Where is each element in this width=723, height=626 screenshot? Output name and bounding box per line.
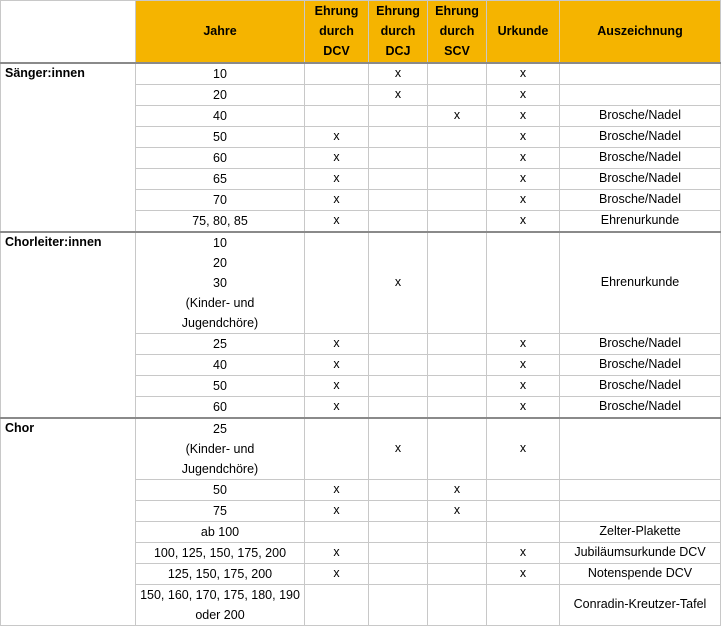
jahre-line: 40 xyxy=(213,108,227,123)
dcj-cell[interactable] xyxy=(369,563,428,584)
table-row xyxy=(1,354,721,375)
header-urkunde[interactable]: Urkunde xyxy=(487,1,560,63)
dcj-cell[interactable] xyxy=(369,375,428,396)
group-cell[interactable] xyxy=(1,542,136,563)
group-cell[interactable] xyxy=(1,333,136,354)
table-row xyxy=(1,396,721,418)
jahre-cell[interactable] xyxy=(136,521,305,542)
table-row xyxy=(1,126,721,147)
dcv-cell[interactable]: x xyxy=(305,333,369,354)
dcj-cell[interactable] xyxy=(369,147,428,168)
table-row xyxy=(1,232,721,334)
auszeichnung-cell[interactable]: Brosche/Nadel xyxy=(560,396,721,418)
table-row xyxy=(1,189,721,210)
dcv-cell[interactable]: x xyxy=(305,375,369,396)
table-row xyxy=(1,84,721,105)
header-empty-cell[interactable] xyxy=(1,1,136,63)
dcv-cell[interactable]: x xyxy=(305,500,369,521)
jahre-line: 100, 125, 150, 175, 200 xyxy=(153,545,287,560)
urkunde-cell[interactable] xyxy=(487,521,560,542)
group-cell[interactable] xyxy=(1,584,136,625)
header-scv-line1: Ehrung xyxy=(435,4,479,19)
table-row xyxy=(1,63,721,85)
dcv-cell[interactable]: x xyxy=(305,210,369,232)
group-cell[interactable] xyxy=(1,479,136,500)
jahre-line: 75 xyxy=(213,503,227,518)
dcv-cell[interactable]: x xyxy=(305,479,369,500)
dcv-cell[interactable] xyxy=(305,232,369,334)
urkunde-cell[interactable]: x xyxy=(487,375,560,396)
jahre-cell[interactable] xyxy=(136,375,305,396)
header-dcv-line3: DCV xyxy=(323,44,350,59)
group-cell[interactable] xyxy=(1,375,136,396)
jahre-cell[interactable] xyxy=(136,168,305,189)
dcj-cell[interactable] xyxy=(369,479,428,500)
dcj-cell[interactable] xyxy=(369,126,428,147)
urkunde-cell[interactable] xyxy=(487,500,560,521)
table-body xyxy=(1,63,721,626)
jahre-line: 10 xyxy=(213,235,227,250)
urkunde-cell[interactable]: x xyxy=(487,105,560,126)
jahre-line: oder 200 xyxy=(195,607,245,622)
jahre-line: 50 xyxy=(213,482,227,497)
urkunde-cell[interactable]: x xyxy=(487,210,560,232)
scv-cell[interactable] xyxy=(428,521,487,542)
scv-cell[interactable] xyxy=(428,168,487,189)
jahre-cell[interactable] xyxy=(136,354,305,375)
header-dcj-line1: Ehrung xyxy=(376,4,420,19)
dcj-cell[interactable] xyxy=(369,500,428,521)
dcv-cell[interactable] xyxy=(305,63,369,85)
dcv-cell[interactable] xyxy=(305,584,369,625)
table-row xyxy=(1,584,721,625)
jahre-line: (Kinder- und xyxy=(185,441,255,456)
dcj-cell[interactable]: x xyxy=(369,232,428,334)
urkunde-cell[interactable]: x xyxy=(487,542,560,563)
jahre-cell[interactable] xyxy=(136,84,305,105)
jahre-line: (Kinder- und xyxy=(185,295,255,310)
auszeichnung-cell[interactable]: Notenspende DCV xyxy=(560,563,721,584)
auszeichnung-cell[interactable]: Brosche/Nadel xyxy=(560,168,721,189)
auszeichnung-cell[interactable]: Brosche/Nadel xyxy=(560,354,721,375)
table-row xyxy=(1,210,721,232)
jahre-line: 25 xyxy=(213,336,227,351)
group-cell[interactable] xyxy=(1,521,136,542)
dcj-cell[interactable] xyxy=(369,354,428,375)
dcj-cell[interactable] xyxy=(369,542,428,563)
jahre-line: 60 xyxy=(213,399,227,414)
table-row xyxy=(1,105,721,126)
jahre-line: 10 xyxy=(213,66,227,81)
dcj-cell[interactable] xyxy=(369,333,428,354)
jahre-line: 25 xyxy=(213,421,227,436)
group-label[interactable]: Chor xyxy=(1,418,136,480)
table-row xyxy=(1,479,721,500)
dcj-cell[interactable] xyxy=(369,210,428,232)
scv-cell[interactable] xyxy=(428,354,487,375)
auszeichnung-cell[interactable]: Brosche/Nadel xyxy=(560,189,721,210)
dcj-cell[interactable]: x xyxy=(369,84,428,105)
auszeichnung-cell[interactable]: Brosche/Nadel xyxy=(560,333,721,354)
jahre-cell[interactable] xyxy=(136,563,305,584)
dcv-cell[interactable]: x xyxy=(305,147,369,168)
dcv-cell[interactable] xyxy=(305,521,369,542)
header-scv-line3: SCV xyxy=(444,44,470,59)
scv-cell[interactable] xyxy=(428,542,487,563)
dcj-cell[interactable] xyxy=(369,521,428,542)
scv-cell[interactable] xyxy=(428,333,487,354)
header-scv[interactable] xyxy=(428,1,487,63)
urkunde-cell[interactable] xyxy=(487,479,560,500)
urkunde-cell[interactable]: x xyxy=(487,189,560,210)
scv-cell[interactable] xyxy=(428,396,487,418)
auszeichnung-cell[interactable]: Brosche/Nadel xyxy=(560,375,721,396)
table-row xyxy=(1,147,721,168)
scv-cell[interactable] xyxy=(428,210,487,232)
table-row xyxy=(1,333,721,354)
scv-cell[interactable] xyxy=(428,232,487,334)
auszeichnung-cell[interactable] xyxy=(560,84,721,105)
dcj-cell[interactable]: x xyxy=(369,63,428,85)
group-cell[interactable] xyxy=(1,563,136,584)
header-dcj-line2: durch xyxy=(380,24,416,39)
jahre-line: 70 xyxy=(213,192,227,207)
jahre-line: 20 xyxy=(213,87,227,102)
auszeichnung-cell[interactable] xyxy=(560,479,721,500)
dcj-cell[interactable]: x xyxy=(369,418,428,480)
auszeichnung-cell[interactable]: Brosche/Nadel xyxy=(560,105,721,126)
urkunde-cell[interactable]: x xyxy=(487,333,560,354)
jahre-line: 75, 80, 85 xyxy=(192,213,248,228)
jahre-cell[interactable] xyxy=(136,396,305,418)
jahre-line: 150, 160, 170, 175, 180, 190 xyxy=(140,587,300,602)
group-cell[interactable] xyxy=(1,210,136,232)
dcj-cell[interactable] xyxy=(369,105,428,126)
table-row xyxy=(1,521,721,542)
header-row xyxy=(1,1,721,63)
auszeichnung-cell[interactable]: Ehrenurkunde xyxy=(560,232,721,334)
group-label[interactable]: Sänger:innen xyxy=(1,63,136,85)
jahre-line: 50 xyxy=(213,129,227,144)
table-row xyxy=(1,375,721,396)
scv-cell[interactable]: x xyxy=(428,105,487,126)
jahre-line: 40 xyxy=(213,357,227,372)
urkunde-cell[interactable]: x xyxy=(487,168,560,189)
group-cell[interactable] xyxy=(1,105,136,126)
dcv-cell[interactable]: x xyxy=(305,189,369,210)
auszeichnung-cell[interactable] xyxy=(560,418,721,480)
dcv-cell[interactable]: x xyxy=(305,563,369,584)
scv-cell[interactable] xyxy=(428,375,487,396)
auszeichnung-cell[interactable]: Conradin-Kreutzer-Tafel xyxy=(560,584,721,625)
scv-cell[interactable] xyxy=(428,189,487,210)
dcv-cell[interactable]: x xyxy=(305,354,369,375)
urkunde-cell[interactable]: x xyxy=(487,84,560,105)
scv-cell[interactable] xyxy=(428,63,487,85)
jahre-cell[interactable] xyxy=(136,542,305,563)
group-cell[interactable] xyxy=(1,396,136,418)
group-cell[interactable] xyxy=(1,84,136,105)
group-cell[interactable] xyxy=(1,189,136,210)
dcv-cell[interactable] xyxy=(305,418,369,480)
jahre-line: ab 100 xyxy=(200,524,240,539)
urkunde-cell[interactable]: x xyxy=(487,563,560,584)
header-dcv-line1: Ehrung xyxy=(314,4,359,19)
table-row xyxy=(1,418,721,480)
dcv-cell[interactable]: x xyxy=(305,542,369,563)
urkunde-cell[interactable]: x xyxy=(487,396,560,418)
jahre-cell[interactable] xyxy=(136,584,305,625)
dcj-cell[interactable] xyxy=(369,168,428,189)
group-cell[interactable] xyxy=(1,354,136,375)
scv-cell[interactable] xyxy=(428,147,487,168)
header-dcj-line3: DCJ xyxy=(385,44,411,59)
auszeichnung-cell[interactable]: Brosche/Nadel xyxy=(560,147,721,168)
dcj-cell[interactable] xyxy=(369,189,428,210)
dcv-cell[interactable] xyxy=(305,84,369,105)
auszeichnung-cell[interactable]: Ehrenurkunde xyxy=(560,210,721,232)
jahre-cell[interactable] xyxy=(136,479,305,500)
auszeichnung-cell[interactable]: Jubiläumsurkunde DCV xyxy=(560,542,721,563)
urkunde-cell[interactable] xyxy=(487,232,560,334)
urkunde-cell[interactable]: x xyxy=(487,354,560,375)
scv-cell[interactable]: x xyxy=(428,479,487,500)
jahre-cell[interactable] xyxy=(136,333,305,354)
jahre-cell[interactable] xyxy=(136,105,305,126)
table-row xyxy=(1,542,721,563)
group-label[interactable]: Chorleiter:innen xyxy=(1,232,136,334)
scv-cell[interactable] xyxy=(428,563,487,584)
auszeichnung-cell[interactable]: Brosche/Nadel xyxy=(560,126,721,147)
dcj-cell[interactable] xyxy=(369,584,428,625)
scv-cell[interactable] xyxy=(428,84,487,105)
jahre-line: 125, 150, 175, 200 xyxy=(167,566,273,581)
scv-cell[interactable] xyxy=(428,126,487,147)
dcv-cell[interactable]: x xyxy=(305,396,369,418)
dcv-cell[interactable]: x xyxy=(305,168,369,189)
header-scv-line2: durch xyxy=(439,24,475,39)
jahre-line: 50 xyxy=(213,378,227,393)
jahre-line: 20 xyxy=(213,255,227,270)
scv-cell[interactable]: x xyxy=(428,500,487,521)
urkunde-cell[interactable] xyxy=(487,584,560,625)
urkunde-cell[interactable]: x xyxy=(487,147,560,168)
jahre-cell[interactable] xyxy=(136,500,305,521)
urkunde-cell[interactable]: x xyxy=(487,126,560,147)
auszeichnung-cell[interactable] xyxy=(560,500,721,521)
header-dcv[interactable] xyxy=(305,1,369,63)
header-jahre[interactable]: Jahre xyxy=(136,1,305,63)
jahre-cell[interactable] xyxy=(136,418,305,480)
jahre-line: 30 xyxy=(213,275,227,290)
urkunde-cell[interactable]: x xyxy=(487,63,560,85)
dcj-cell[interactable] xyxy=(369,396,428,418)
header-dcv-line2: durch xyxy=(319,24,354,39)
table-row xyxy=(1,500,721,521)
header-auszeichnung[interactable]: Auszeichnung xyxy=(560,1,721,63)
scv-cell[interactable] xyxy=(428,584,487,625)
header-dcj[interactable] xyxy=(369,1,428,63)
jahre-cell[interactable] xyxy=(136,147,305,168)
table-row xyxy=(1,563,721,584)
dcv-cell[interactable] xyxy=(305,105,369,126)
group-cell[interactable] xyxy=(1,147,136,168)
urkunde-cell[interactable]: x xyxy=(487,418,560,480)
jahre-cell[interactable] xyxy=(136,210,305,232)
group-cell[interactable] xyxy=(1,126,136,147)
table-row xyxy=(1,168,721,189)
scv-cell[interactable] xyxy=(428,418,487,480)
jahre-line: Jugendchöre) xyxy=(181,315,259,330)
jahre-cell[interactable] xyxy=(136,189,305,210)
jahre-cell[interactable] xyxy=(136,126,305,147)
auszeichnung-cell[interactable]: Zelter-Plakette xyxy=(560,521,721,542)
group-cell[interactable] xyxy=(1,500,136,521)
jahre-line: 60 xyxy=(213,150,227,165)
jahre-line: 65 xyxy=(213,171,227,186)
dcv-cell[interactable]: x xyxy=(305,126,369,147)
jahre-line: Jugendchöre) xyxy=(181,461,259,476)
group-cell[interactable] xyxy=(1,168,136,189)
auszeichnung-cell[interactable] xyxy=(560,63,721,85)
jahre-cell[interactable] xyxy=(136,232,305,334)
jahre-cell[interactable] xyxy=(136,63,305,85)
